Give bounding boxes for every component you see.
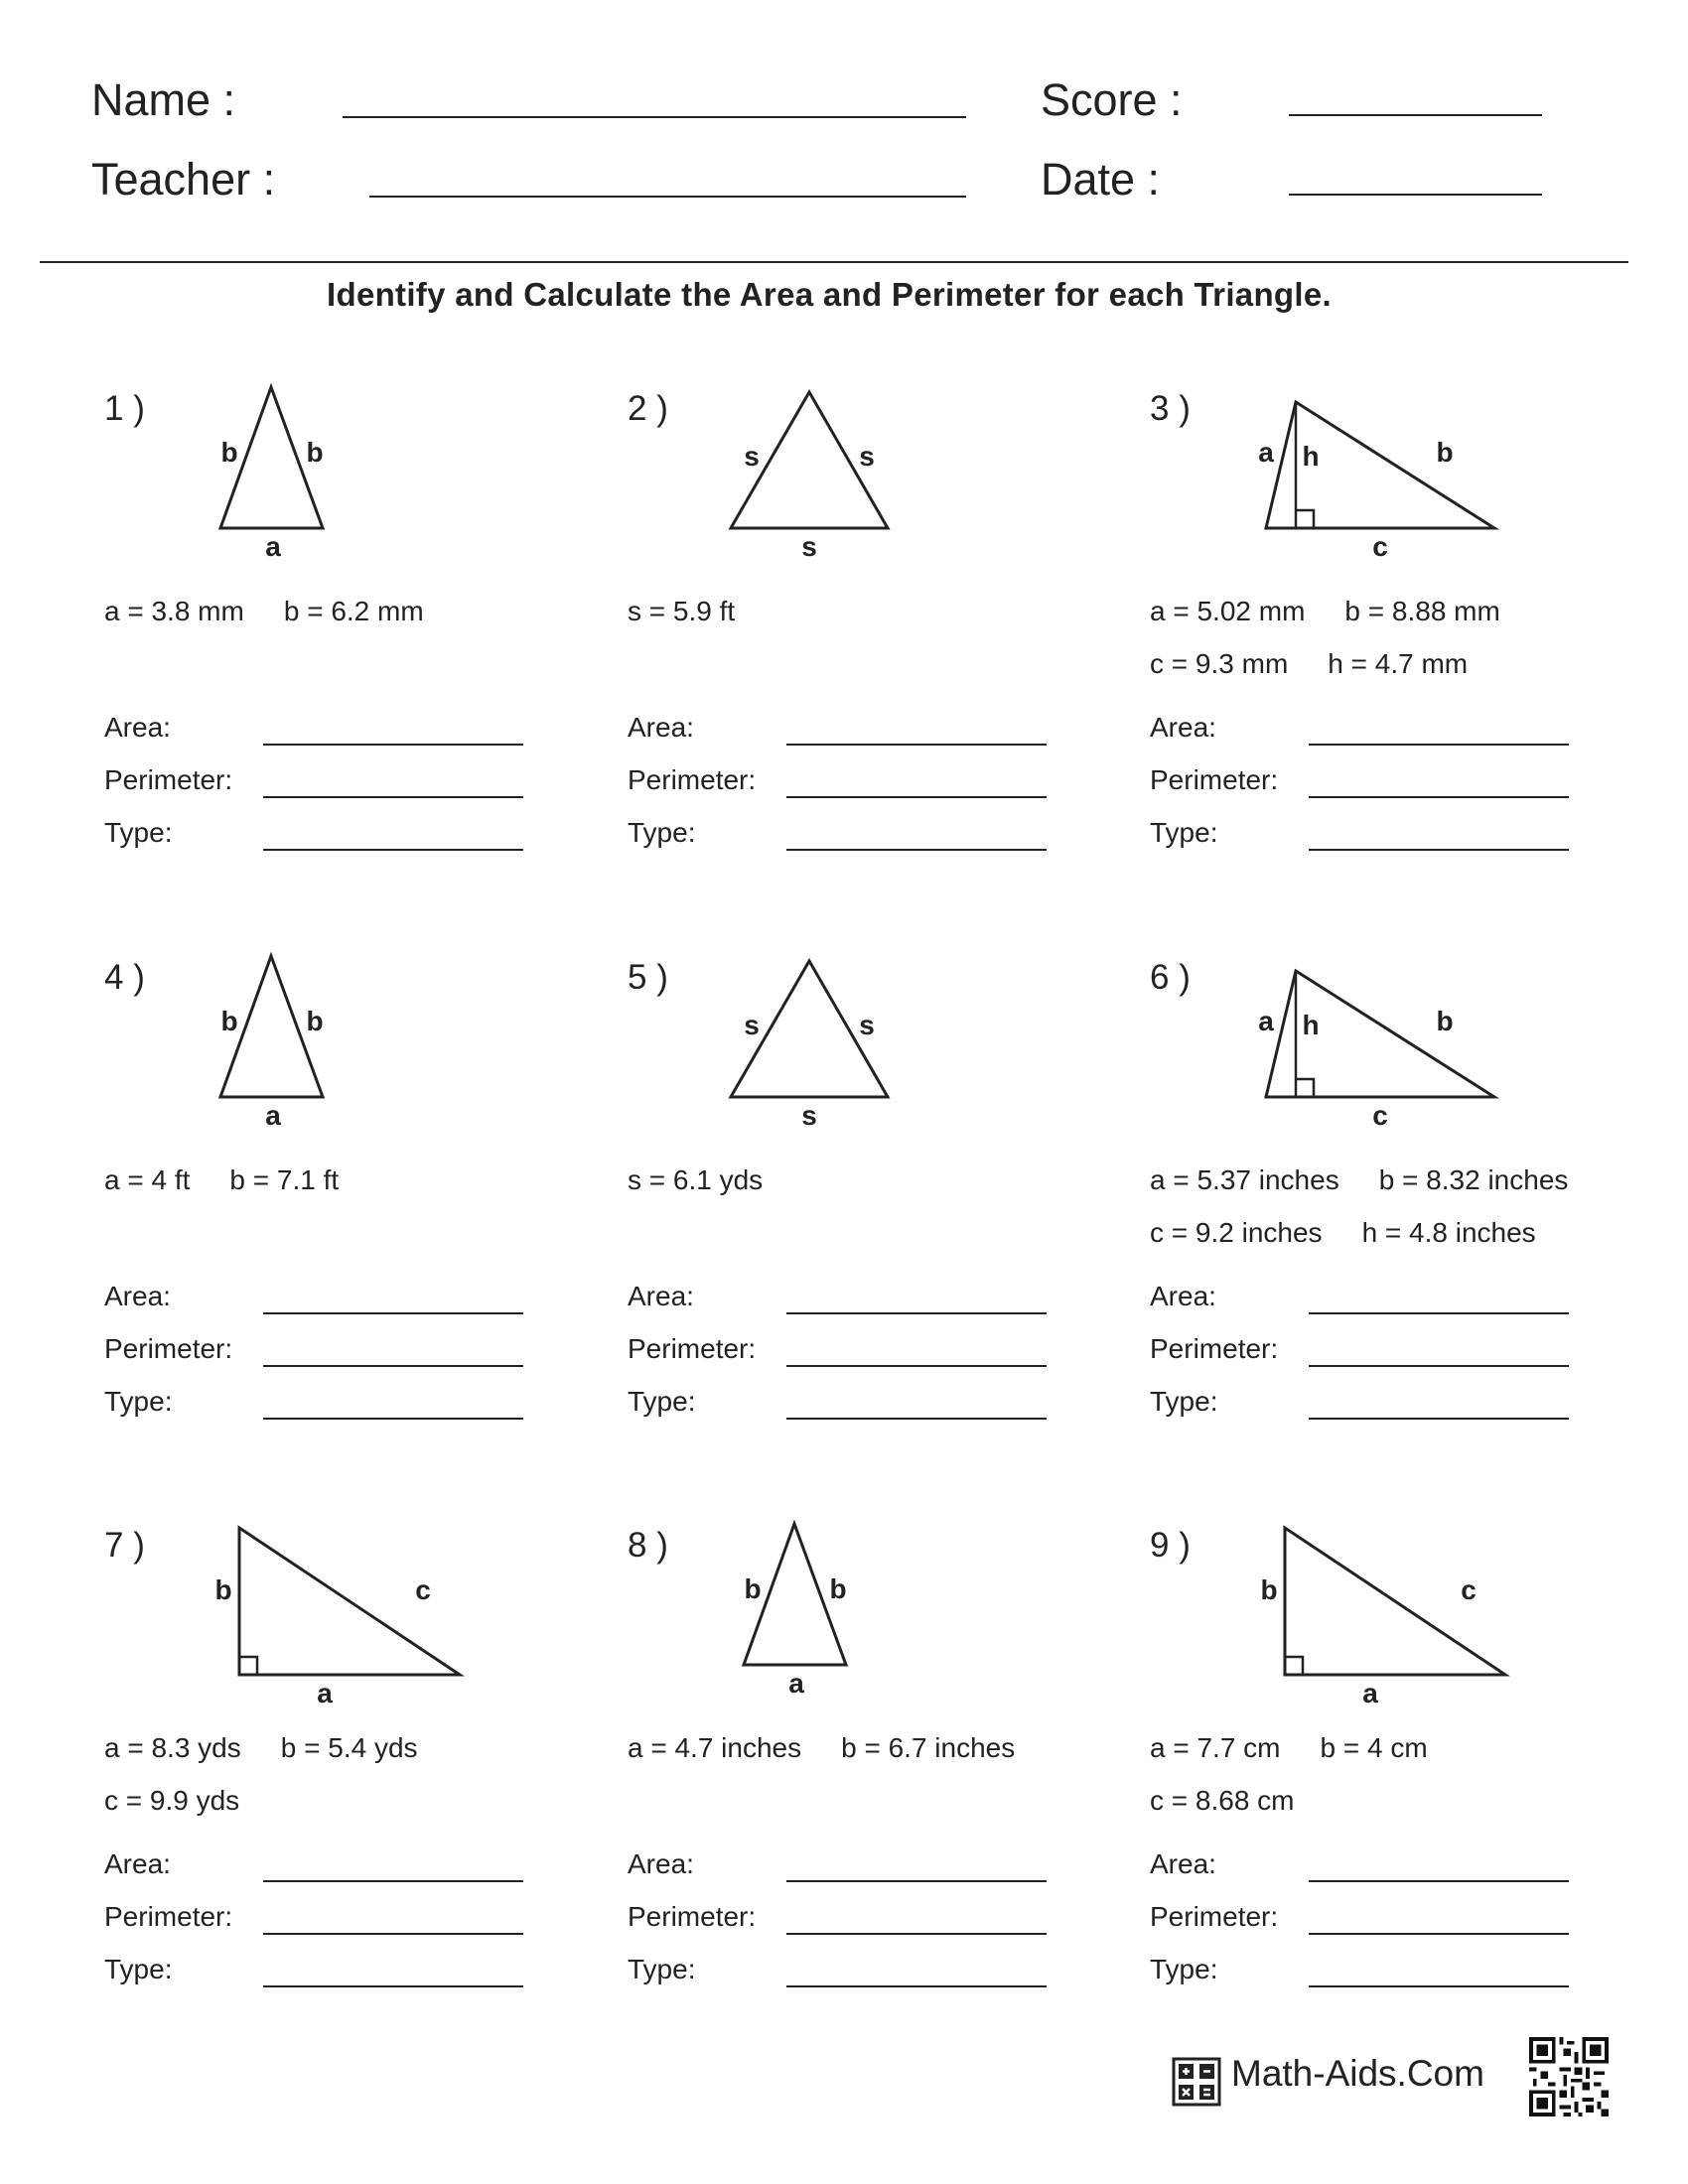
triangle-figure [628,1526,1144,1714]
problem-number: 7 ) [104,1526,145,1565]
given-value: a = 5.37 inches [1150,1164,1339,1195]
calculator-icon [1172,2057,1221,2107]
height-label: h [1302,1010,1320,1040]
given-value: a = 4 ft [104,1164,191,1195]
teacher-label: Teacher : [91,154,276,205]
given-values [1150,596,1500,627]
area-label: Area: [628,712,694,743]
perimeter-label: Perimeter: [628,1901,757,1932]
triangle-figure [1150,958,1666,1147]
base-label: a [788,1668,804,1699]
area-answer-line[interactable] [263,1880,523,1882]
problem-8 [628,1526,1144,2082]
problem-7 [104,1526,621,2082]
right-angle-marker [1285,1657,1303,1675]
type-answer-line[interactable] [786,849,1047,851]
type-label: Type: [628,1954,696,1984]
right-angle-marker [239,1657,257,1675]
area-answer-line[interactable] [786,744,1047,746]
given-value: a = 4.7 inches [628,1732,802,1763]
type-answer-line[interactable] [263,1985,523,1987]
triangle-figure [104,958,621,1147]
area-answer-line[interactable] [263,744,523,746]
side-label: b [220,437,238,468]
base-label: a [265,531,281,562]
side-label: b [214,1574,232,1605]
given-values [1150,648,1468,680]
side-label: s [859,441,875,472]
base-label: a [265,1100,281,1131]
perimeter-label: Perimeter: [1150,1333,1279,1364]
type-label: Type: [1150,1954,1218,1984]
given-values [628,596,735,627]
base-label: a [317,1678,333,1708]
area-label: Area: [104,1848,171,1879]
triangle-figure [628,958,1144,1147]
given-value: b = 6.7 inches [841,1732,1016,1763]
problem-number: 5 ) [628,958,668,997]
perimeter-label: Perimeter: [104,764,233,795]
perimeter-answer-line[interactable] [786,796,1047,798]
given-values [104,1732,418,1764]
header-divider [40,261,1628,263]
side-label: b [306,437,324,468]
given-value: h = 4.7 mm [1328,648,1469,679]
problem-5 [628,958,1144,1514]
given-value: c = 9.3 mm [1150,648,1289,679]
triangle-figure [1150,1488,1666,1716]
given-value: b = 5.4 yds [280,1732,418,1763]
side-label: b [829,1573,847,1604]
right-angle-marker [1296,1079,1314,1097]
base-label: s [801,1100,817,1131]
perimeter-label: Perimeter: [628,764,757,795]
type-label: Type: [104,1386,173,1417]
perimeter-answer-line[interactable] [786,1365,1047,1367]
problem-number: 1 ) [104,389,145,428]
given-value: c = 8.68 cm [1150,1785,1295,1816]
side-label: b [220,1006,238,1036]
problem-number: 6 ) [1150,958,1191,997]
type-answer-line[interactable] [1309,849,1569,851]
perimeter-answer-line[interactable] [263,796,523,798]
type-answer-line[interactable] [263,849,523,851]
area-label: Area: [104,1281,171,1311]
given-values [1150,1732,1428,1764]
area-label: Area: [1150,1281,1216,1311]
triangle-figure [104,1488,621,1716]
problem-number: 3 ) [1150,389,1191,428]
name-label: Name : [91,74,236,125]
given-value: b = 8.88 mm [1344,596,1500,626]
side-label: s [744,441,760,472]
given-value: b = 6.2 mm [283,596,424,626]
given-value: s = 5.9 ft [628,596,736,626]
base-label: a [1362,1678,1378,1708]
right-angle-marker [1296,510,1314,528]
side-label: c [415,1574,431,1605]
side-label: b [1260,1574,1278,1605]
perimeter-answer-line[interactable] [263,1365,523,1367]
area-label: Area: [1150,712,1216,743]
perimeter-label: Perimeter: [1150,1901,1279,1932]
perimeter-answer-line[interactable] [263,1933,523,1935]
given-value: a = 7.7 cm [1150,1732,1281,1763]
perimeter-answer-line[interactable] [1309,796,1569,798]
height-label: h [1302,441,1320,472]
type-answer-line[interactable] [263,1418,523,1420]
area-label: Area: [628,1281,694,1311]
perimeter-answer-line[interactable] [786,1933,1047,1935]
side-label: a [1258,1006,1274,1036]
problem-2 [628,389,1144,945]
problem-9 [1150,1526,1666,2082]
given-value: h = 4.8 inches [1361,1217,1536,1248]
type-answer-line[interactable] [786,1985,1047,1987]
area-answer-line[interactable] [263,1312,523,1314]
side-label: c [1461,1574,1477,1605]
type-label: Type: [628,817,696,848]
problem-3 [1150,389,1666,945]
area-label: Area: [104,712,171,743]
area-label: Area: [1150,1848,1216,1879]
problem-number: 2 ) [628,389,668,428]
given-values [104,1785,239,1817]
given-value: b = 7.1 ft [229,1164,340,1195]
area-answer-line[interactable] [1309,744,1569,746]
perimeter-label: Perimeter: [104,1901,233,1932]
type-answer-line[interactable] [786,1418,1047,1420]
problem-1 [104,389,621,945]
given-value: c = 9.2 inches [1150,1217,1323,1248]
given-value: b = 8.32 inches [1378,1164,1569,1195]
triangle-figure [104,389,621,578]
teacher-field-line[interactable] [369,196,966,198]
problem-number: 8 ) [628,1526,668,1565]
base-label: c [1372,531,1388,562]
perimeter-label: Perimeter: [1150,764,1279,795]
given-values [1150,1217,1536,1249]
type-label: Type: [628,1386,696,1417]
side-label: b [1436,437,1454,468]
name-field-line[interactable] [343,116,966,118]
side-label: b [744,1573,762,1604]
given-value: b = 4 cm [1320,1732,1428,1763]
problem-number: 4 ) [104,958,145,997]
given-values [104,1164,339,1196]
score-label: Score : [1041,74,1183,125]
given-value: a = 3.8 mm [104,596,244,626]
type-label: Type: [104,1954,173,1984]
side-label: b [306,1006,324,1036]
given-value: a = 5.02 mm [1150,596,1306,626]
problem-6 [1150,958,1666,1514]
perimeter-label: Perimeter: [104,1333,233,1364]
triangle-figure [1150,389,1666,578]
perimeter-answer-line[interactable] [1309,1365,1569,1367]
triangle-figure [628,389,1144,578]
qr-code-icon [1529,2037,1609,2116]
date-label: Date : [1041,154,1161,205]
area-answer-line[interactable] [1309,1880,1569,1882]
given-value: c = 9.9 yds [104,1785,240,1816]
perimeter-label: Perimeter: [628,1333,757,1364]
problem-4 [104,958,621,1514]
side-label: b [1436,1006,1454,1036]
given-value: a = 8.3 yds [104,1732,241,1763]
type-label: Type: [1150,817,1218,848]
type-answer-line[interactable] [1309,1418,1569,1420]
type-label: Type: [104,817,173,848]
base-label: s [801,531,817,562]
given-values [628,1164,763,1196]
area-answer-line[interactable] [786,1880,1047,1882]
perimeter-answer-line[interactable] [1309,1933,1569,1935]
side-label: s [859,1010,875,1040]
area-answer-line[interactable] [786,1312,1047,1314]
given-values [1150,1785,1295,1817]
area-answer-line[interactable] [1309,1312,1569,1314]
side-label: s [744,1010,760,1040]
given-values [1150,1164,1568,1196]
given-values [104,596,424,627]
problem-number: 9 ) [1150,1526,1191,1565]
score-field-line[interactable] [1289,114,1542,116]
type-answer-line[interactable] [1309,1985,1569,1987]
given-value: s = 6.1 yds [628,1164,764,1195]
area-label: Area: [628,1848,694,1879]
instructions: Identify and Calculate the Area and Perimeter for each Triangle. [327,276,1332,313]
date-field-line[interactable] [1289,194,1542,196]
type-label: Type: [1150,1386,1218,1417]
side-label: a [1258,437,1274,468]
base-label: c [1372,1100,1388,1131]
footer-brand: Math-Aids.Com [1231,2053,1484,2094]
given-values [628,1732,1015,1764]
